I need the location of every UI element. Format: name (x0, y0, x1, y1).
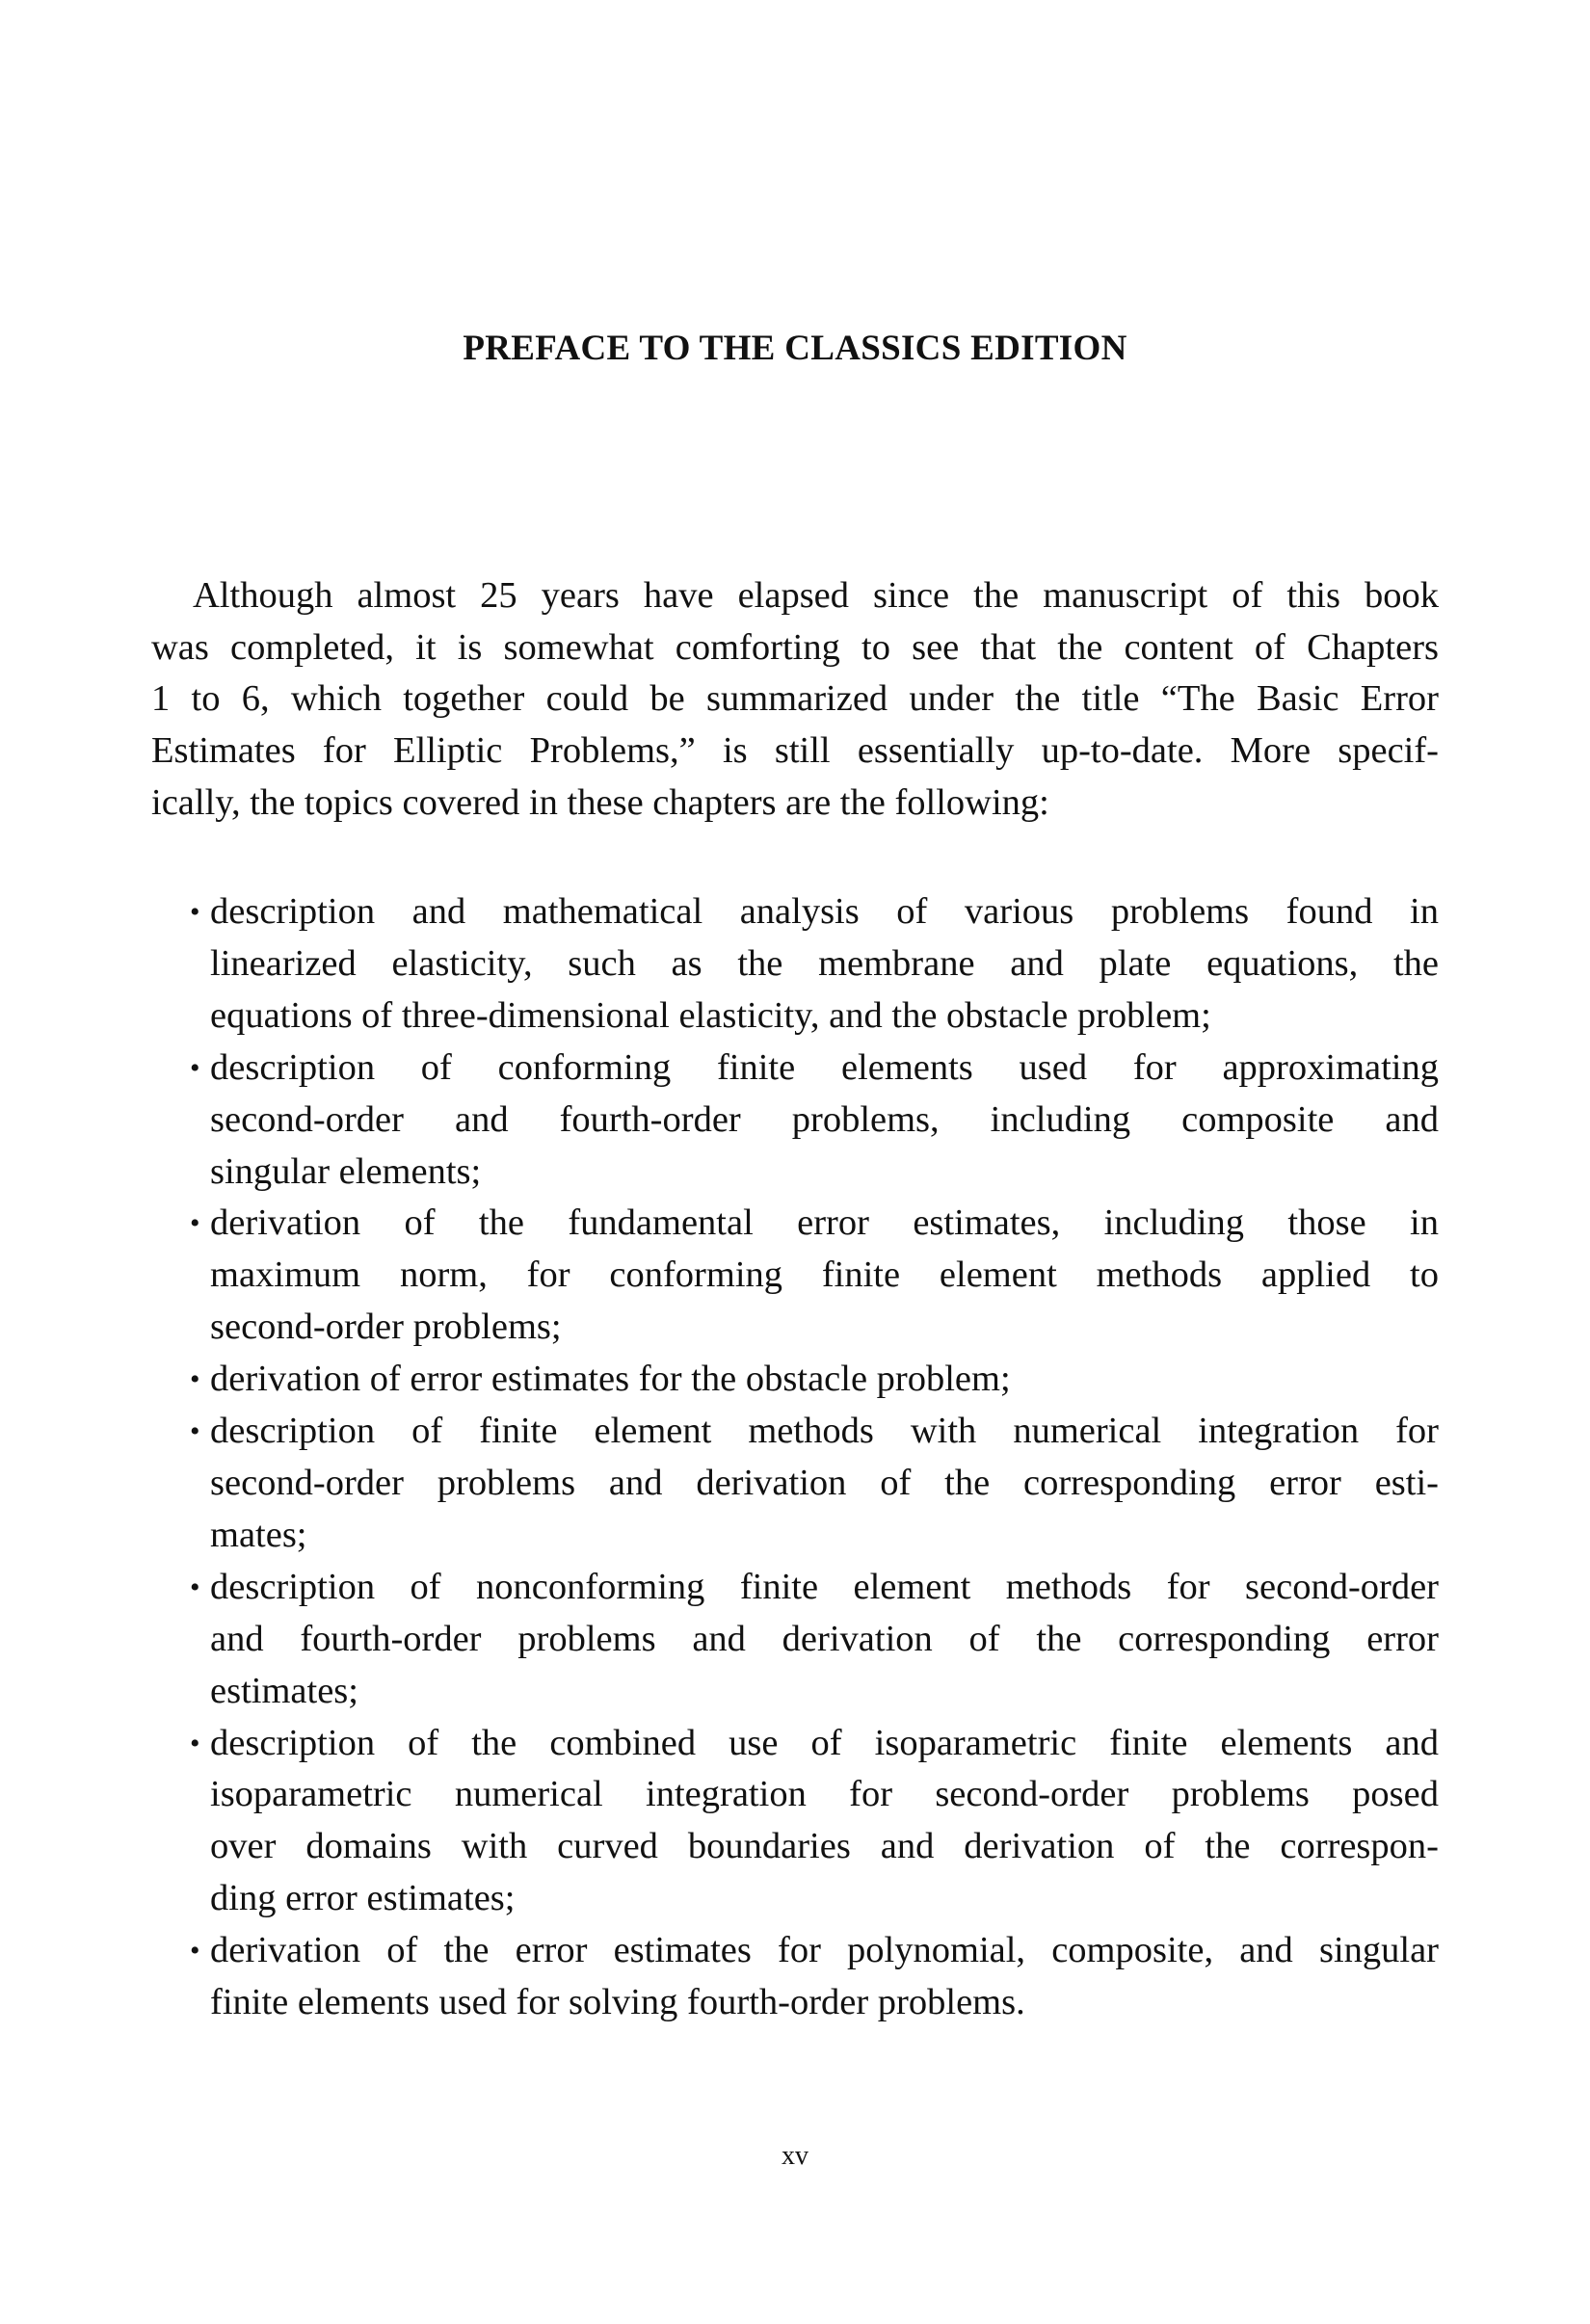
bullet-icon: • (190, 896, 200, 928)
list-item-line: estimates; (210, 1670, 358, 1711)
list-item-line: description of finite element methods with numerical integration for (210, 1411, 1439, 1452)
list-item-line: derivation of the fundamental error estimates, including those in (210, 1202, 1439, 1244)
list-item-line: ding error estimates; (210, 1878, 516, 1919)
list-item-line: linearized elasticity, such as the membrane and plate equations, the (210, 942, 1439, 984)
topics-list (151, 886, 1439, 2029)
list-item (151, 1925, 1439, 2029)
paragraph-line: ically, the topics covered in these chapters are the following: (151, 781, 1049, 823)
list-item-line: second-order problems; (210, 1307, 562, 1348)
bullet-icon: • (190, 1415, 200, 1448)
paragraph-line: 1 to 6, which together could be summarized under the title “The Basic Error (151, 678, 1439, 720)
list-item-line: mates; (210, 1514, 307, 1555)
intro-paragraph (151, 570, 1439, 830)
paragraph-line: Estimates for Elliptic Problems,” is still essentially up-to-date. More specif- (151, 730, 1439, 772)
list-item (151, 886, 1439, 1043)
list-item-line: finite elements used for solving fourth-order problems. (210, 1982, 1025, 2023)
list-item-line: maximum norm, for conforming finite element methods applied to (210, 1254, 1439, 1296)
list-item-line: over domains with curved boundaries and derivation of the correspon- (210, 1826, 1439, 1867)
list-item (151, 1198, 1439, 1354)
list-item-line: second-order problems and derivation of the corresponding error esti- (210, 1462, 1439, 1503)
list-item (151, 1354, 1439, 1406)
list-item-line: and fourth-order problems and derivation of the corresponding error (210, 1618, 1439, 1659)
list-item-line: isoparametric numerical integration for second-order problems posed (210, 1774, 1439, 1815)
list-item-line: derivation of error estimates for the obstacle problem; (210, 1359, 1011, 1400)
page-number: xv (782, 2141, 808, 2171)
list-item (151, 1043, 1439, 1199)
list-item-line: description of the combined use of isoparametric finite elements and (210, 1722, 1439, 1763)
paragraph-line: Although almost 25 years have elapsed since the manuscript of this book (193, 575, 1439, 616)
page-title: PREFACE TO THE CLASSICS EDITION (463, 329, 1127, 368)
paragraph-line: was completed, it is somewhat comforting to see that the content of Chapters (151, 626, 1439, 668)
bullet-icon: • (190, 1935, 200, 1967)
bullet-icon: • (190, 1571, 200, 1603)
list-item-line: second-order and fourth-order problems, including composite and (210, 1098, 1439, 1140)
bullet-icon: • (190, 1363, 200, 1396)
list-item-line: description of nonconforming finite element methods for second-order (210, 1566, 1439, 1607)
list-item-line: description and mathematical analysis of various problems found in (210, 891, 1439, 932)
bullet-icon: • (190, 1207, 200, 1240)
list-item (151, 1718, 1439, 1926)
list-item-line: derivation of the error estimates for polynomial, composite, and singular (210, 1930, 1439, 1971)
list-item (151, 1562, 1439, 1718)
list-item (151, 1406, 1439, 1562)
list-item-line: equations of three-dimensional elasticity, and the obstacle problem; (210, 994, 1211, 1036)
bullet-icon: • (190, 1051, 200, 1084)
bullet-icon: • (190, 1727, 200, 1759)
list-item-line: description of conforming finite elements used for approximating (210, 1046, 1439, 1088)
list-item-line: singular elements; (210, 1150, 482, 1192)
